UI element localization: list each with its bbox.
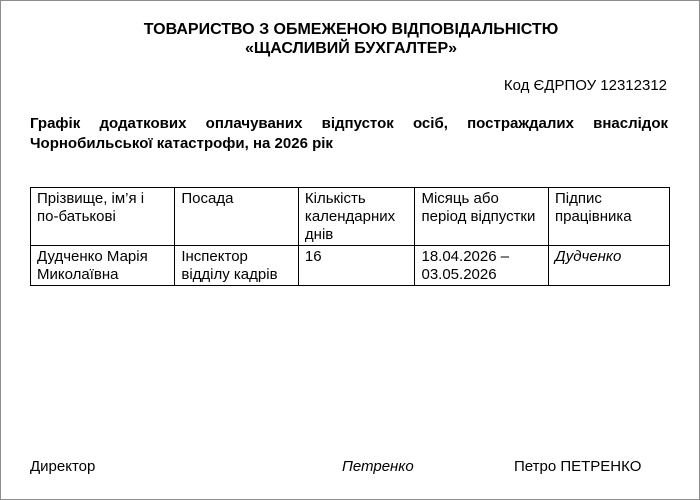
signatory-name: Петро ПЕТРЕНКО (514, 458, 642, 475)
cell-period: 18.04.2026 – 03.05.2026 (415, 246, 549, 286)
organization-name-line2: «ЩАСЛИВИЙ БУХГАЛТЕР» (244, 40, 458, 57)
vacation-schedule-table (30, 187, 670, 286)
cell-employee-signature: Дудченко (549, 246, 670, 286)
signatory-signature: Петренко (342, 458, 414, 475)
edrpou-code: Код ЄДРПОУ 12312312 (503, 77, 667, 94)
header-period: Місяць або період відпустки (415, 188, 549, 246)
cell-days: 16 (298, 246, 415, 286)
header-signature: Підпис працівника (549, 188, 670, 246)
cell-position: Інспектор відділу кадрів (175, 246, 299, 286)
organization-name-line1: ТОВАРИСТВО З ОБМЕЖЕНОЮ ВІДПОВІДАЛЬНІСТЮ (143, 21, 559, 38)
header-days: Кількість календарних днів (298, 188, 415, 246)
header-full-name: Прізвище, ім’я і по-батькові (31, 188, 175, 246)
signatory-role: Директор (30, 458, 96, 475)
table-header-row (31, 188, 670, 246)
cell-full-name: Дудченко Марія Миколаївна (31, 246, 175, 286)
document-title: Графік додаткових оплачуваних відпусток осіб, постраждалих внаслідок Чорнобильської катастрофи, на 2026 рік (30, 115, 668, 152)
header-position: Посада (175, 188, 299, 246)
table-row (31, 246, 670, 286)
